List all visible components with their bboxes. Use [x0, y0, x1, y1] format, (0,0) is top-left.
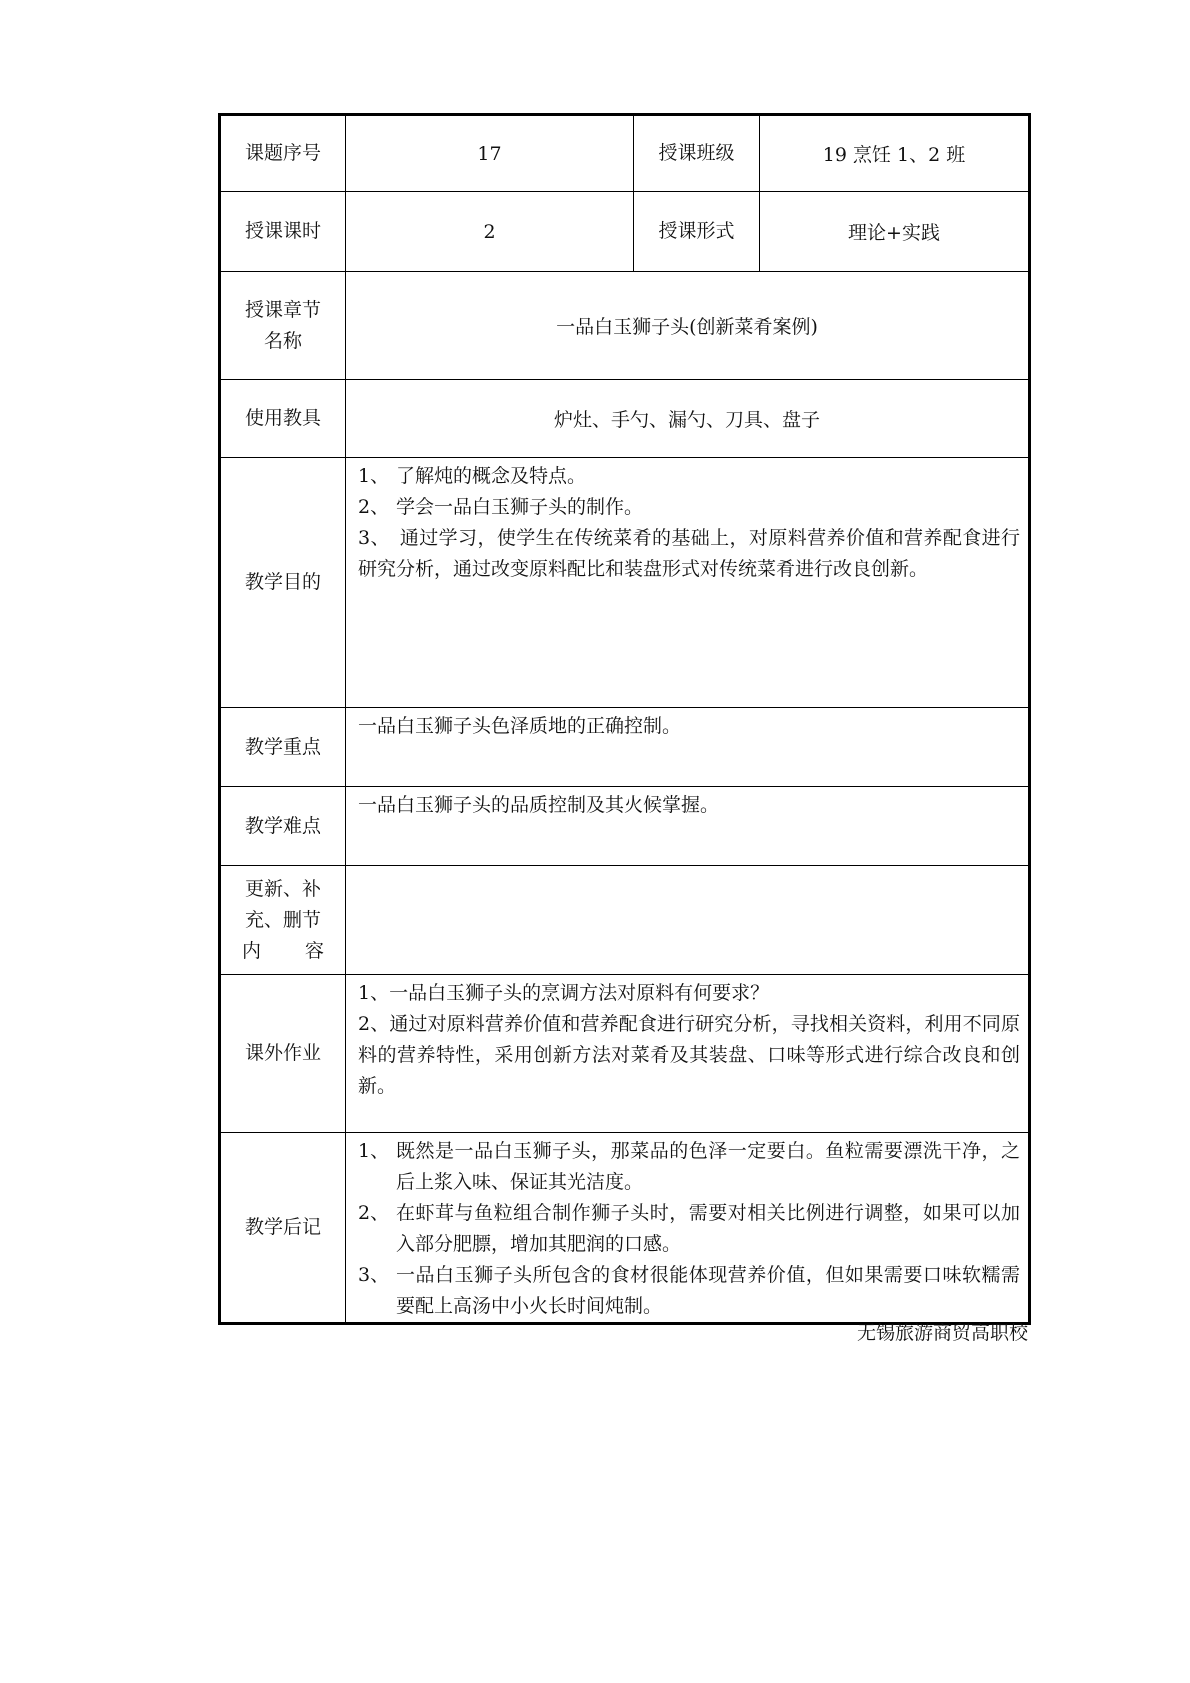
value-updates — [346, 866, 1030, 975]
goal-text: 了解炖的概念及特点。 — [396, 465, 587, 487]
reflection-item — [358, 1260, 1020, 1322]
goals-list — [358, 461, 1020, 585]
value-chapter: 一品白玉狮子头(创新菜肴案例) — [346, 272, 1030, 380]
value-format: 理论+实践 — [760, 192, 1030, 272]
row-lesson-no — [220, 115, 1030, 192]
label-difficulties: 教学难点 — [220, 787, 346, 866]
reflection-num: 1、 — [358, 1140, 390, 1162]
reflection-text: 在虾茸与鱼粒组合制作狮子头时，需要对相关比例进行调整，如果可以加入部分肥膘，增加其肥润的口感。 — [396, 1202, 1020, 1255]
label-hours: 授课课时 — [220, 192, 346, 272]
label-goals: 教学目的 — [220, 458, 346, 708]
label-updates — [220, 866, 346, 975]
goal-text: 学会一品白玉狮子头的制作。 — [396, 496, 644, 518]
reflection-item — [358, 1136, 1020, 1198]
row-goals — [220, 458, 1030, 708]
label-chapter-line2: 名称 — [263, 329, 302, 352]
lesson-plan-table — [218, 113, 1031, 1325]
label-updates-line2: 充、删节 — [244, 908, 321, 931]
label-chapter — [220, 272, 346, 380]
homework-item: 2、通过对原料营养价值和营养配食进行研究分析，寻找相关资料，利用不同原料的营养特性，采用创新方法对菜肴及其装盘、口味等形式进行综合改良和创新。 — [358, 1013, 1020, 1097]
label-updates-char-a: 内 — [242, 939, 262, 962]
reflection-text: 既然是一品白玉狮子头，那菜品的色泽一定要白。鱼粒需要漂洗干净，之后上浆入味、保证其光洁度。 — [396, 1140, 1020, 1193]
value-homework — [346, 975, 1030, 1133]
goal-num: 2、 — [358, 496, 390, 518]
label-chapter-line1: 授课章节 — [244, 298, 321, 321]
label-lesson-no: 课题序号 — [220, 115, 346, 192]
row-difficulties — [220, 787, 1030, 866]
reflection-num: 3、 — [358, 1264, 390, 1286]
label-key-points: 教学重点 — [220, 708, 346, 787]
goal-num: 3、 — [358, 527, 390, 549]
label-tools: 使用教具 — [220, 380, 346, 458]
school-name-footer: 无锡旅游商贸高职校 — [856, 1322, 1028, 1344]
value-reflection — [346, 1133, 1030, 1324]
row-homework — [220, 975, 1030, 1133]
label-format: 授课形式 — [634, 192, 760, 272]
label-class: 授课班级 — [634, 115, 760, 192]
label-reflection: 教学后记 — [220, 1133, 346, 1324]
goal-item — [358, 492, 1020, 523]
goal-num: 1、 — [358, 465, 390, 487]
goal-item — [358, 461, 1020, 492]
reflection-list — [358, 1136, 1020, 1322]
row-key-points — [220, 708, 1030, 787]
value-hours: 2 — [346, 192, 634, 272]
label-homework: 课外作业 — [220, 975, 346, 1133]
row-tools — [220, 380, 1030, 458]
homework-item: 1、一品白玉狮子头的烹调方法对原料有何要求？ — [358, 982, 770, 1004]
value-goals — [346, 458, 1030, 708]
value-class: 19 烹饪 1、2 班 — [760, 115, 1030, 192]
value-difficulties: 一品白玉狮子头的品质控制及其火候掌握。 — [346, 787, 1030, 866]
row-updates — [220, 866, 1030, 975]
label-updates-char-b: 容 — [304, 939, 324, 962]
reflection-text: 一品白玉狮子头所包含的食材很能体现营养价值，但如果需要口味软糯需要配上高汤中小火长时间炖制。 — [396, 1264, 1020, 1317]
label-updates-line1: 更新、补 — [244, 877, 321, 900]
row-hours — [220, 192, 1030, 272]
label-updates-line3 — [242, 936, 324, 967]
value-key-points: 一品白玉狮子头色泽质地的正确控制。 — [346, 708, 1030, 787]
reflection-item — [358, 1198, 1020, 1260]
value-lesson-no: 17 — [346, 115, 634, 192]
value-tools: 炉灶、手勺、漏勺、刀具、盘子 — [346, 380, 1030, 458]
reflection-num: 2、 — [358, 1202, 390, 1224]
row-chapter — [220, 272, 1030, 380]
goal-item — [358, 523, 1020, 585]
row-reflection — [220, 1133, 1030, 1324]
goal-text: 通过学习，使学生在传统菜肴的基础上，对原料营养价值和营养配食进行研究分析，通过改变原料配比和装盘形式对传统菜肴进行改良创新。 — [358, 527, 1020, 580]
